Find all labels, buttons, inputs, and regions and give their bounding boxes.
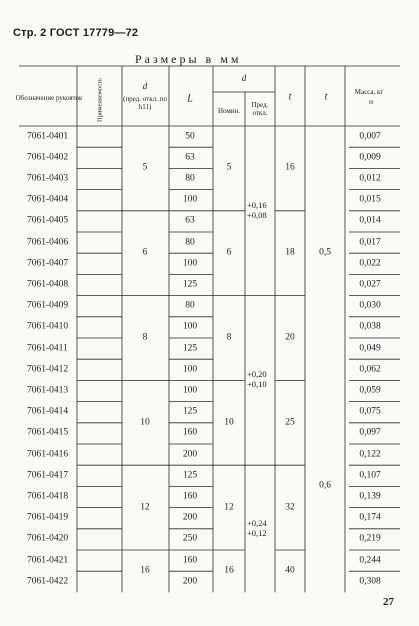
- header-d: d: [142, 80, 148, 91]
- designation-cell: 7061-0414: [27, 406, 69, 417]
- length-cell: 100: [182, 258, 198, 269]
- length-cell: 80: [185, 173, 195, 184]
- deviation-cell: +0,16 +0,08: [247, 200, 267, 220]
- diameter-cell: 6: [142, 247, 148, 258]
- page-number: 27: [383, 596, 394, 608]
- length-cell: 100: [182, 364, 198, 375]
- mass-cell: 0,219: [359, 533, 381, 544]
- designation-cell: 7061-0411: [27, 342, 68, 353]
- length-cell: 100: [182, 321, 198, 332]
- mass-cell: 0,244: [359, 554, 381, 565]
- mass-cell: 0,049: [359, 342, 381, 353]
- mass-cell: 0,014: [359, 215, 381, 226]
- designation-cell: 7061-0404: [27, 194, 69, 205]
- diameter-cell: 12: [140, 501, 150, 512]
- nominal-cell: 12: [224, 501, 234, 512]
- length-cell: 160: [182, 554, 198, 565]
- page-header: Стр. 2 ГОСТ 17779—72: [13, 27, 139, 39]
- header-t: t: [288, 91, 292, 103]
- nominal-cell: 6: [226, 247, 232, 258]
- length-cell: 200: [182, 448, 198, 459]
- t-cell: 32: [285, 501, 295, 512]
- diameter-cell: 8: [142, 332, 148, 343]
- nominal-cell: 10: [224, 417, 234, 428]
- designation-cell: 7061-0408: [27, 279, 69, 290]
- designation-cell: 7061-0402: [27, 152, 69, 163]
- t-cell: 18: [285, 247, 295, 258]
- designation-cell: 7061-0416: [27, 448, 69, 459]
- length-cell: 200: [182, 512, 198, 523]
- header-t2: t: [324, 91, 328, 103]
- t2-cell: 0,6: [319, 480, 331, 491]
- header-deviation: Пред. откл.: [251, 100, 269, 117]
- table-caption: Размеры в мм: [135, 52, 242, 66]
- designation-cell: 7061-0420: [27, 533, 69, 544]
- designation-cell: 7061-0407: [27, 258, 69, 269]
- length-cell: 63: [185, 215, 195, 226]
- designation-cell: 7061-0405: [27, 215, 69, 226]
- length-cell: 125: [182, 406, 198, 417]
- designation-cell: 7061-0403: [27, 173, 69, 184]
- mass-cell: 0,038: [359, 321, 381, 332]
- designation-cell: 7061-0410: [27, 321, 69, 332]
- t-cell: 20: [285, 332, 295, 343]
- header-d-group: d: [241, 72, 247, 83]
- mass-cell: 0,022: [359, 258, 381, 269]
- mass-cell: 0,075: [359, 406, 381, 417]
- t-cell: 40: [285, 565, 295, 576]
- header-applicability: Применяемость: [96, 78, 104, 122]
- t-cell: 25: [285, 417, 295, 428]
- designation-cell: 7061-0422: [27, 576, 69, 587]
- t2-cell: 0,5: [319, 247, 331, 258]
- designation-cell: 7061-0415: [27, 427, 69, 438]
- length-cell: 100: [182, 194, 198, 205]
- header-designation: Обозначение рукояток: [15, 93, 83, 102]
- length-cell: 125: [182, 470, 198, 481]
- header-d-sub: (пред. откл. по h11): [123, 94, 167, 111]
- designation-cell: 7061-0406: [27, 236, 69, 247]
- length-cell: 50: [185, 130, 195, 141]
- header-mass-extra: ш: [368, 99, 374, 106]
- mass-cell: 0,027: [359, 279, 381, 290]
- length-cell: 160: [182, 427, 198, 438]
- nominal-cell: 5: [226, 162, 232, 173]
- mass-cell: 0,030: [359, 300, 381, 311]
- header-L: L: [187, 93, 193, 105]
- mass-cell: 0,059: [359, 385, 381, 396]
- length-cell: 80: [185, 236, 195, 247]
- mass-cell: 0,009: [359, 152, 381, 163]
- deviation-cell: +0,24 +0,12: [247, 518, 267, 538]
- designation-cell: 7061-0421: [27, 554, 69, 565]
- length-cell: 80: [185, 300, 195, 311]
- mass-cell: 0,139: [359, 491, 381, 502]
- mass-cell: 0,017: [359, 236, 381, 247]
- designation-cell: 7061-0409: [27, 300, 69, 311]
- length-cell: 250: [182, 533, 198, 544]
- nominal-cell: 8: [226, 332, 232, 343]
- mass-cell: 0,007: [359, 130, 381, 141]
- designation-cell: 7061-0412: [27, 364, 69, 375]
- mass-cell: 0,174: [359, 512, 381, 523]
- length-cell: 200: [182, 576, 198, 587]
- mass-cell: 0,062: [359, 364, 381, 375]
- header-mass: Масса, кг: [354, 87, 384, 96]
- length-cell: 160: [182, 491, 198, 502]
- mass-cell: 0,015: [359, 194, 381, 205]
- diameter-cell: 10: [140, 417, 150, 428]
- mass-cell: 0,122: [359, 448, 381, 459]
- mass-cell: 0,012: [359, 173, 381, 184]
- mass-cell: 0,308: [359, 576, 381, 587]
- deviation-cell: +0,20 +0,10: [247, 369, 267, 390]
- designation-cell: 7061-0401: [27, 130, 69, 141]
- designation-cell: 7061-0418: [27, 491, 69, 502]
- t-cell: 16: [285, 162, 295, 173]
- mass-cell: 0,097: [359, 427, 381, 438]
- nominal-cell: 16: [224, 565, 234, 576]
- length-cell: 125: [182, 279, 198, 290]
- length-cell: 63: [185, 152, 195, 163]
- diameter-cell: 16: [140, 565, 150, 576]
- designation-cell: 7061-0419: [27, 512, 69, 523]
- length-cell: 125: [182, 342, 198, 353]
- diameter-cell: 5: [142, 162, 148, 173]
- designation-cell: 7061-0413: [27, 385, 69, 396]
- length-cell: 100: [182, 385, 198, 396]
- designation-cell: 7061-0417: [27, 470, 69, 481]
- header-nominal: Номин.: [217, 106, 241, 115]
- mass-cell: 0,107: [359, 470, 381, 481]
